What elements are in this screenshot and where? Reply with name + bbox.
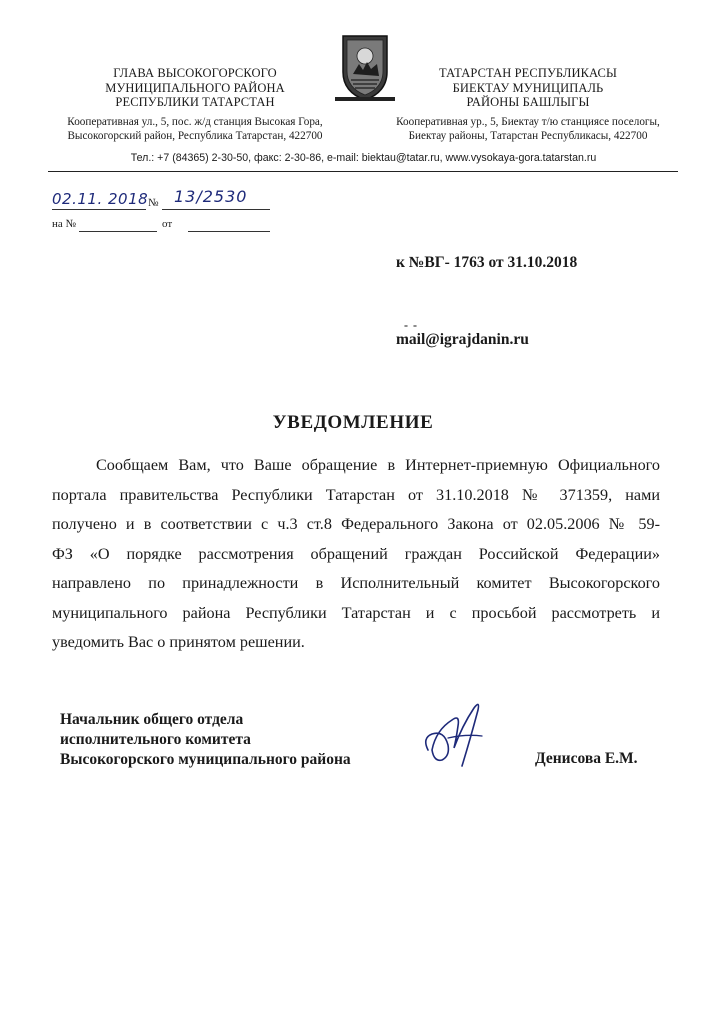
- recipient-mark: - -: [404, 318, 418, 332]
- header-divider: [48, 171, 678, 172]
- org-address-line: Кооперативная ур., 5, Биектау т/ю станциясе поселогы,: [396, 115, 660, 128]
- body-line: Сообщаем Вам, что Ваше обращение в Интернет-приемную Официального: [96, 456, 660, 474]
- reply-reference: к №ВГ- 1763 от 31.10.2018: [396, 254, 578, 271]
- signer-name: Денисова Е.М.: [535, 750, 638, 767]
- contact-line: Тел.: +7 (84365) 2-30-50, факс: 2-30-86, e-mail: biektau@tatar.ru, www.vysokaya-gora.tatarstan.ru: [130, 152, 597, 164]
- outgoing-reference: [52, 187, 282, 212]
- org-address-line: Биектау районы, Татарстан Республикасы, 422700: [408, 129, 648, 142]
- body-line: муниципального района Республики Татарстан и с просьбой рассмотреть и: [52, 603, 660, 622]
- body-line: портала правительства Республики Татарстан от 31.10.2018 № 371359, нами: [52, 485, 660, 504]
- number-label: №: [148, 197, 159, 209]
- incoming-date-underline: [188, 231, 270, 232]
- incoming-from-label: от: [162, 218, 173, 230]
- signer-position-line: Начальник общего отдела: [60, 711, 244, 728]
- org-name-line: РАЙОНЫ БАШЛЫГЫ: [466, 95, 590, 109]
- body-line: ФЗ «О порядке рассмотрения обращений граждан Российской Федерации»: [52, 544, 660, 563]
- document-title: УВЕДОМЛЕНИЕ: [272, 412, 434, 433]
- signer-position-line: Высокогорского муниципального района: [60, 751, 351, 768]
- body-paragraph: [52, 451, 660, 658]
- incoming-number-underline: [79, 231, 157, 232]
- body-line: направлено по принадлежности в Исполнительный комитет Высокогорского: [52, 574, 660, 592]
- org-address-line: Кооперативная ул., 5, пос. ж/д станция Высокая Гора,: [67, 115, 323, 128]
- handwritten-date: 02.11. 2018: [52, 190, 149, 208]
- org-name-line: ТАТАРСТАН РЕСПУБЛИКАСЫ: [439, 66, 617, 80]
- number-underline: [162, 209, 270, 210]
- header-left-org: [50, 66, 340, 143]
- org-address-line: Высокогорский район, Республика Татарстан, 422700: [67, 129, 323, 142]
- recipient-email: mail@igrajdanin.ru: [396, 331, 529, 348]
- signer-position: [60, 710, 351, 770]
- date-underline: [52, 209, 146, 210]
- body-line: получено и в соответствии с ч.3 ст.8 Федерального Закона от 02.05.2006 № 59-: [52, 515, 660, 533]
- signer-position-line: исполнительного комитета: [60, 731, 251, 748]
- incoming-number-label: на №: [52, 218, 77, 230]
- org-name-line: МУНИЦИПАЛЬНОГО РАЙОНА: [105, 80, 285, 95]
- header-right-org: [380, 66, 676, 143]
- handwritten-number: 13/2530: [174, 187, 248, 206]
- incoming-reference: [52, 218, 282, 236]
- org-name-line: ГЛАВА ВЫСОКОГОРСКОГО: [113, 66, 277, 80]
- org-name-line: БИЕКТАУ МУНИЦИПАЛЬ: [452, 80, 604, 95]
- handwritten-signature-icon: [418, 690, 496, 780]
- org-name-line: РЕСПУБЛИКИ ТАТАРСТАН: [115, 95, 275, 109]
- body-line: уведомить Вас о принятом решении.: [52, 633, 305, 651]
